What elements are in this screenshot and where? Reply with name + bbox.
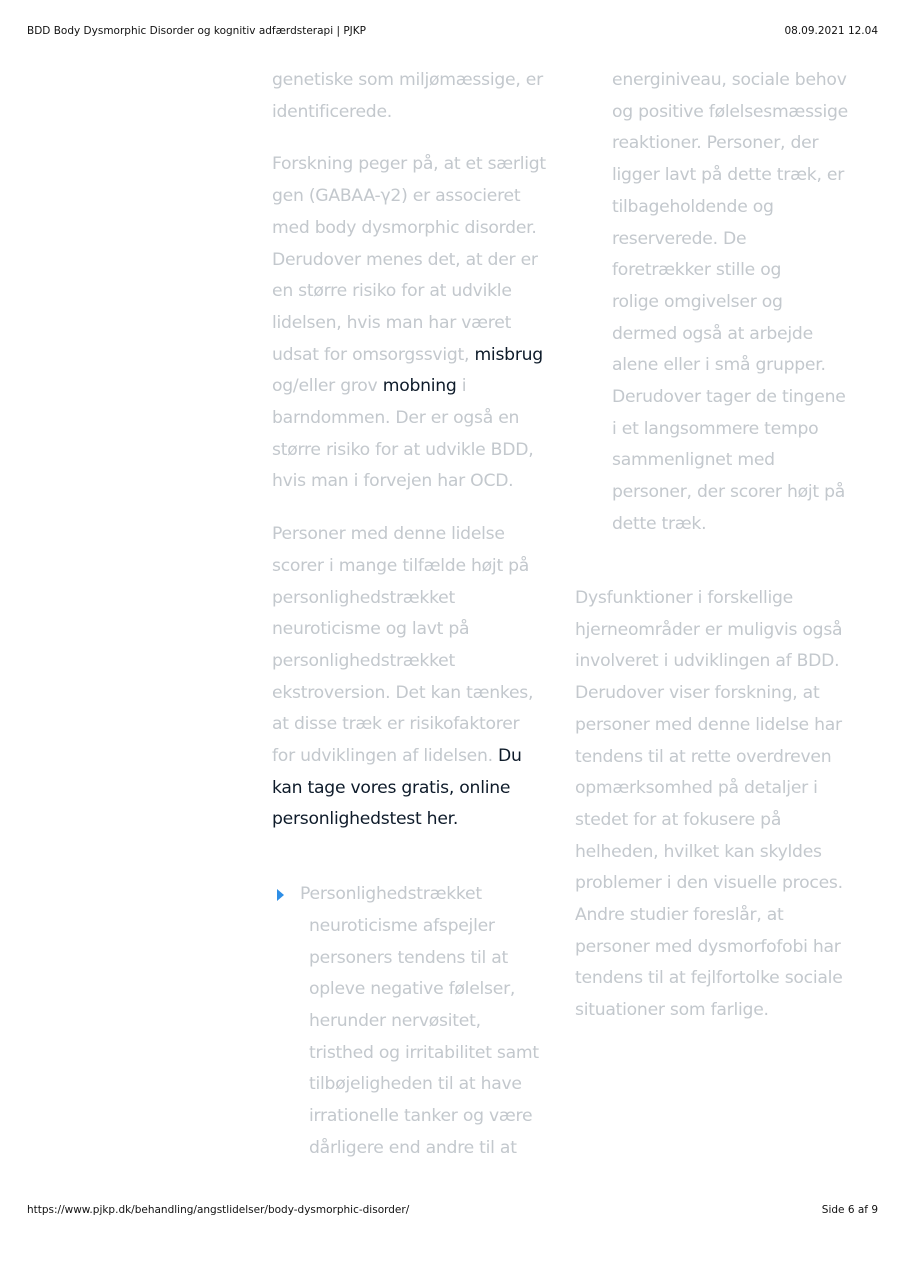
- research-text-end: i barndommen. Der er også en større risiko for at udvikle BDD, hvis man i forvejen har OCD.: [272, 376, 534, 492]
- paragraph-brain-dysfunction: Dysfunktioner i forskellige hjerneområder er muligvis også involveret i udviklingen af BDD. Derudover viser forskning, at personer med denne lidelse har tendens til at rette overdreven opmærksomhed på detaljer i stedet for at fokusere på helheden, hvilket kan skyldes problemer i den visuelle proces. Andre studier foreslår, at personer med dysmorfofobi har tendens til at fejlfortolke sociale situationer som farlige.: [575, 588, 843, 1021]
- personality-text: Personer med denne lidelse scorer i mange tilfælde højt på personlighedstrækket neuroticisme og lavt på personlighedstrækket ekstroversion. Det kan tænkes, at disse træk er risikofaktorer for udviklingen af lidelsen.: [272, 524, 534, 767]
- list-item-neuroticism: [272, 879, 547, 1164]
- left-column: [272, 65, 547, 1165]
- right-column-bottom: [575, 583, 850, 1027]
- research-text-start: Forskning peger på, at et særligt gen (GABAA-γ2) er associeret med body dysmorphic disorder. Derudover menes det, at der er en større risiko for at udvikle lidelsen, hvis man har været udsat for omsorgssvigt,: [272, 154, 546, 365]
- print-header: [27, 25, 878, 37]
- link-mobning[interactable]: mobning: [382, 376, 457, 397]
- link-misbrug[interactable]: misbrug: [474, 344, 543, 365]
- research-text-mid: og/eller grov: [272, 376, 378, 397]
- print-header-datetime: 08.09.2021 12.04: [784, 25, 878, 37]
- print-footer-page-number: Side 6 af 9: [821, 1204, 878, 1216]
- paragraph-research: [272, 149, 547, 498]
- print-footer: [27, 1204, 878, 1216]
- right-column-top: [612, 65, 852, 541]
- print-header-title: BDD Body Dysmorphic Disorder og kognitiv adfærdsterapi | PJKP: [27, 25, 366, 37]
- triangle-right-icon: [277, 889, 284, 901]
- paragraph-personality: [272, 519, 547, 836]
- paragraph-extraversion-end: energiniveau, sociale behov og positive følelsesmæssige reaktioner. Personer, der ligger lavt på dette træk, er tilbageholdende og reserverede. De foretrækker stille og rolige omgivelser og dermed også at arbejde alene eller i små grupper. Derudover tager de tingene i et langsommere tempo sammenlignet med personer, der scorer højt på dette træk.: [612, 70, 848, 534]
- bullet-text-neuroticism: Personlighedstrækket neuroticisme afspejler personers tendens til at opleve negative følelser, herunder nervøsitet, tristhed og irritabilitet samt tilbøjeligheden til at have irrationelle tanker og være dårligere end andre til at: [300, 884, 539, 1158]
- print-footer-url: https://www.pjkp.dk/behandling/angstlidelser/body-dysmorphic-disorder/: [27, 1204, 410, 1216]
- paragraph-genetics-end: genetiske som miljømæssige, er identificerede.: [272, 70, 543, 122]
- link-personality-test[interactable]: Du kan tage vores gratis, online personlighedstest her.: [272, 746, 522, 830]
